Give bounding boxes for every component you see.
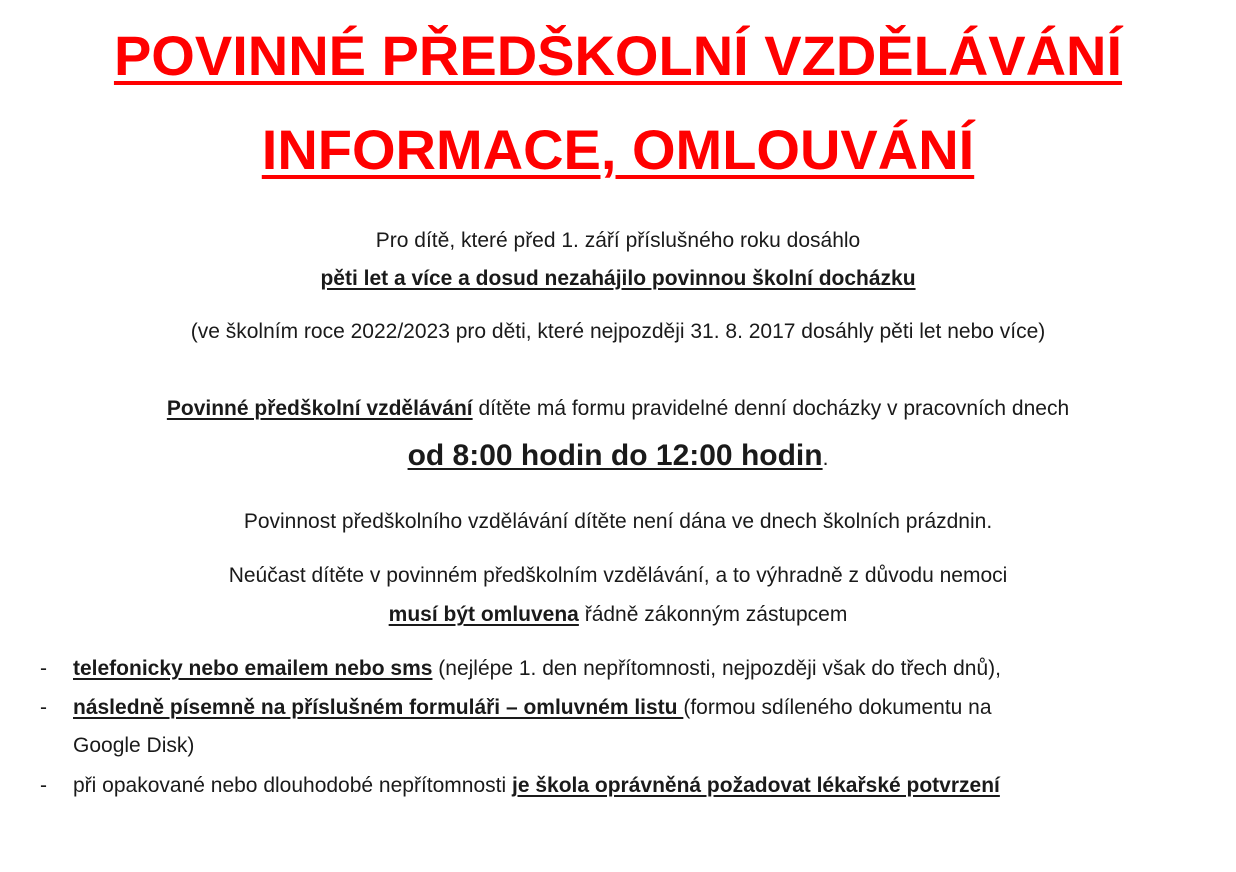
bullet-dash: - bbox=[40, 774, 47, 797]
bullet-item-1 bbox=[40, 656, 1001, 681]
title-line-1: POVINNÉ PŘEDŠKOLNÍ VZDĚLÁVÁNÍ bbox=[113, 24, 1123, 87]
intro-line-2 bbox=[0, 266, 1236, 291]
bullet-1-bold: telefonicky nebo emailem nebo sms bbox=[73, 657, 433, 680]
absence-rest: řádně zákonným zástupcem bbox=[578, 603, 848, 626]
form-bold: Povinné předškolní vzdělávání bbox=[166, 397, 473, 420]
form-line bbox=[0, 396, 1236, 421]
absence-line-2 bbox=[0, 602, 1236, 627]
bullet-1-rest: (nejlépe 1. den nepřítomnosti, nejpozději však do třech dnů), bbox=[432, 657, 1001, 680]
form-rest: dítěte má formu pravidelné denní docházky v pracovních dnech bbox=[472, 397, 1070, 420]
absence-bold: musí být omluvena bbox=[388, 603, 579, 626]
intro-line-2-text: pěti let a více a dosud nezahájilo povinnou školní docházku bbox=[320, 267, 916, 290]
hours-period: . bbox=[822, 447, 829, 470]
intro-line-3: (ve školním roce 2022/2023 pro děti, které nejpozději 31. 8. 2017 dosáhly pěti let nebo více) bbox=[190, 320, 1046, 343]
bullet-3-bold: je škola oprávněná požadovat lékařské potvrzení bbox=[512, 774, 1000, 797]
bullet-dash: - bbox=[40, 696, 47, 719]
bullet-3-rest: při opakované nebo dlouhodobé nepřítomnosti bbox=[73, 774, 512, 797]
hours-line bbox=[0, 438, 1236, 474]
bullet-2-rest: (formou sdíleného dokumentu na bbox=[683, 696, 992, 719]
absence-line-1: Neúčast dítěte v povinném předškolním vzdělávání, a to výhradně z důvodu nemoci bbox=[228, 564, 1008, 587]
title-line-2: INFORMACE, OMLOUVÁNÍ bbox=[261, 118, 975, 181]
holidays-line: Povinnost předškolního vzdělávání dítěte není dána ve dnech školních prázdnin. bbox=[243, 510, 993, 533]
bullet-2-bold: následně písemně na příslušném formuláři – omluvném listu bbox=[73, 696, 684, 719]
bullet-dash: - bbox=[40, 657, 47, 680]
bullet-item-2 bbox=[40, 695, 992, 720]
bullet-item-3 bbox=[40, 773, 1000, 798]
bullet-2-continuation: Google Disk) bbox=[73, 734, 195, 757]
intro-line-1: Pro dítě, které před 1. září příslušného roku dosáhlo bbox=[375, 229, 861, 252]
hours-text: od 8:00 hodin do 12:00 hodin bbox=[407, 439, 823, 472]
